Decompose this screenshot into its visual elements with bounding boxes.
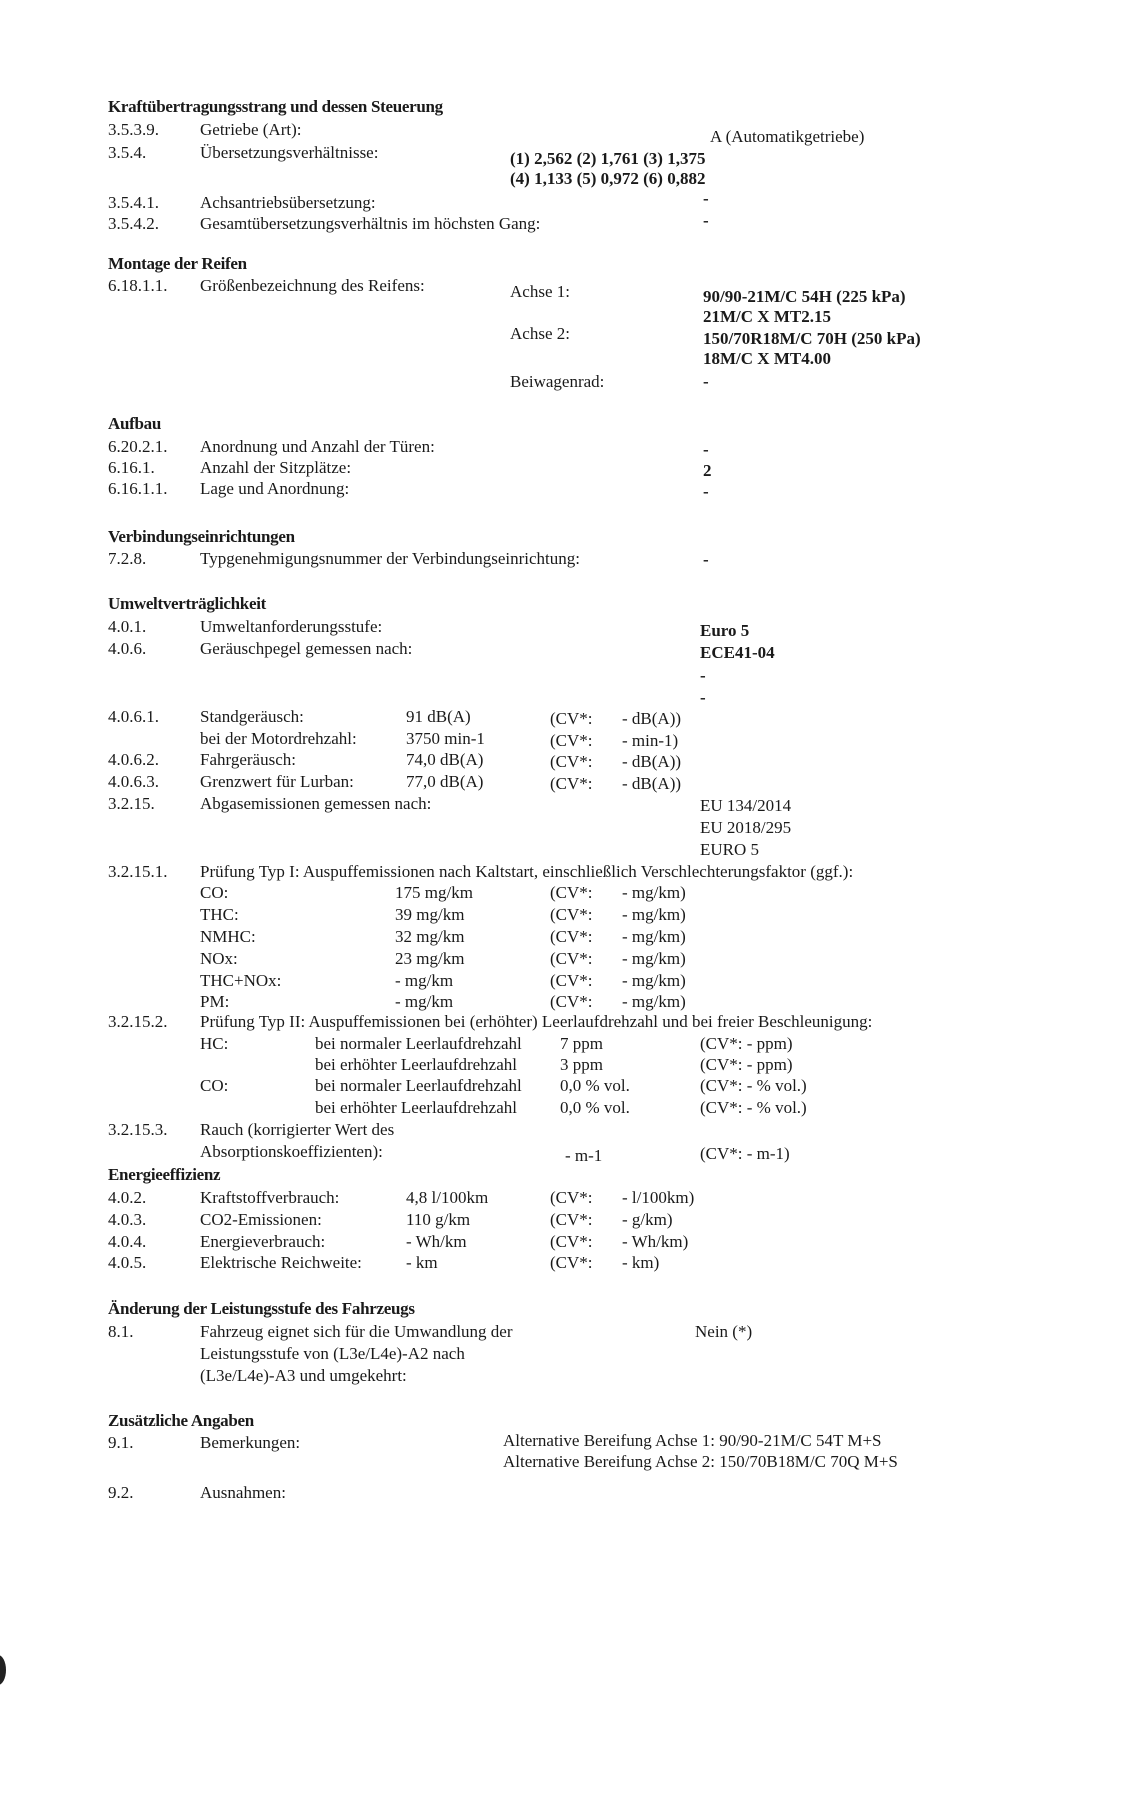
cv-label: (CV*:	[550, 883, 593, 902]
item-value: 74,0 dB(A)	[406, 750, 484, 769]
item-value: 110 g/km	[406, 1210, 471, 1229]
item-number: 6.18.1.1.	[108, 276, 168, 295]
item-number: 3.2.15.1.	[108, 862, 168, 881]
item-number: 4.0.5.	[108, 1253, 147, 1272]
item-label: Absorptionskoeffizienten):	[200, 1142, 383, 1161]
cv-value: (CV*: - ppm)	[700, 1055, 793, 1074]
item-number: 4.0.6.	[108, 639, 147, 658]
section-title-aufbau: Aufbau	[108, 414, 162, 433]
item-label: Lage und Anordnung:	[200, 479, 350, 498]
pollutant-value: 23 mg/km	[395, 949, 465, 968]
item-label: Bemerkungen:	[200, 1433, 301, 1452]
section-title-energie: Energieeffizienz	[108, 1165, 221, 1184]
cv-value: (CV*: - % vol.)	[700, 1076, 807, 1095]
item-label: Typgenehmigungsnummer der Verbindungseinrichtung:	[200, 549, 580, 568]
item-number: 4.0.4.	[108, 1232, 147, 1251]
cv-label: (CV*:	[550, 927, 593, 946]
cv-label: (CV*:	[550, 1188, 593, 1207]
item-number: 9.1.	[108, 1433, 134, 1452]
item-number: 8.1.	[108, 1322, 134, 1341]
section-title-reifen: Montage der Reifen	[108, 254, 247, 273]
cv-value: - mg/km)	[622, 883, 686, 902]
item-number: 3.2.15.2.	[108, 1012, 168, 1031]
item-label: Gesamtübersetzungsverhältnis im höchsten Gang:	[200, 214, 541, 233]
cv-value: (CV*: - ppm)	[700, 1034, 793, 1053]
section-title-zusatz: Zusätzliche Angaben	[108, 1411, 254, 1430]
item-label: Kraftstoffverbrauch:	[200, 1188, 340, 1207]
item-label: Leistungsstufe von (L3e/L4e)-A2 nach	[200, 1344, 465, 1363]
axle-1-tire: 90/90-21M/C 54H (225 kPa)	[703, 287, 906, 306]
item-number: 4.0.6.3.	[108, 772, 159, 791]
item-label: Standgeräusch:	[200, 707, 304, 726]
cv-value: - Wh/km)	[622, 1232, 689, 1251]
gas-value: 0,0 % vol.	[560, 1098, 630, 1117]
item-value: -	[703, 550, 709, 569]
item-value: -	[703, 440, 709, 459]
idle-condition: bei erhöhter Leerlaufdrehzahl	[315, 1098, 517, 1117]
idle-condition: bei normaler Leerlaufdrehzahl	[315, 1034, 522, 1053]
sidecar-wheel-label: Beiwagenrad:	[510, 372, 605, 391]
cv-label: (CV*:	[550, 1253, 593, 1272]
item-value: -	[703, 189, 709, 208]
item-number: 3.5.4.1.	[108, 193, 159, 212]
item-value: -	[703, 482, 709, 501]
item-label: Prüfung Typ II: Auspuffemissionen bei (erhöhter) Leerlaufdrehzahl und bei freier Beschleunigung:	[200, 1012, 873, 1031]
exhaust-standard-value: EURO 5	[700, 840, 760, 859]
item-value: A (Automatikgetriebe)	[710, 127, 865, 146]
item-label: Elektrische Reichweite:	[200, 1253, 362, 1272]
cv-value: (CV*: - m-1)	[700, 1144, 790, 1163]
cv-value: (CV*: - % vol.)	[700, 1098, 807, 1117]
item-label: Geräuschpegel gemessen nach:	[200, 639, 413, 658]
gas-value: 0,0 % vol.	[560, 1076, 630, 1095]
noise-standard-extra: -	[700, 666, 706, 685]
cv-value: - dB(A))	[622, 709, 682, 728]
noise-standard-value: ECE41-04	[700, 643, 775, 662]
axle-1-label: Achse 1:	[510, 282, 570, 301]
item-value: - Wh/km	[406, 1232, 467, 1251]
cv-label: (CV*:	[550, 949, 593, 968]
cv-label: (CV*:	[550, 992, 593, 1011]
cv-value: - dB(A))	[622, 774, 682, 793]
idle-condition: bei erhöhter Leerlaufdrehzahl	[315, 1055, 517, 1074]
pollutant-label: THC:	[200, 905, 239, 924]
section-title-umwelt: Umweltverträglichkeit	[108, 594, 266, 613]
item-value: 2	[703, 461, 712, 480]
cv-label: (CV*:	[550, 709, 593, 728]
item-number: 4.0.1.	[108, 617, 147, 636]
item-number: 4.0.6.1.	[108, 707, 159, 726]
item-value: 91 dB(A)	[406, 707, 471, 726]
idle-condition: bei normaler Leerlaufdrehzahl	[315, 1076, 522, 1095]
axle-2-label: Achse 2:	[510, 324, 570, 343]
punch-hole	[0, 1655, 6, 1685]
item-number: 3.5.4.	[108, 143, 147, 162]
section-title-aenderung: Änderung der Leistungsstufe des Fahrzeugs	[108, 1299, 415, 1318]
item-label: Energieverbrauch:	[200, 1232, 326, 1251]
item-number: 6.16.1.	[108, 458, 155, 477]
sidecar-wheel-value: -	[703, 372, 709, 391]
item-label: Prüfung Typ I: Auspuffemissionen nach Kaltstart, einschließlich Verschlechterungsfaktor (ggf.):	[200, 862, 854, 881]
item-label: CO2-Emissionen:	[200, 1210, 322, 1229]
item-number: 3.2.15.3.	[108, 1120, 168, 1139]
gas-label: HC:	[200, 1034, 229, 1053]
item-label: Abgasemissionen gemessen nach:	[200, 794, 432, 813]
cv-value: - g/km)	[622, 1210, 673, 1229]
axle-1-rim: 21M/C X MT2.15	[703, 307, 831, 326]
cv-label: (CV*:	[550, 752, 593, 771]
cv-value: - min-1)	[622, 731, 679, 750]
pollutant-label: NMHC:	[200, 927, 256, 946]
cv-value: - dB(A))	[622, 752, 682, 771]
cv-label: (CV*:	[550, 1232, 593, 1251]
cv-value: - km)	[622, 1253, 660, 1272]
exhaust-standard-value: EU 2018/295	[700, 818, 792, 837]
item-number: 4.0.3.	[108, 1210, 147, 1229]
exhaust-standard-value: EU 134/2014	[700, 796, 792, 815]
axle-2-rim: 18M/C X MT4.00	[703, 349, 831, 368]
item-label: Anzahl der Sitzplätze:	[200, 458, 352, 477]
item-number: 3.2.15.	[108, 794, 155, 813]
cv-value: - mg/km)	[622, 971, 686, 990]
item-label: Rauch (korrigierter Wert des	[200, 1120, 395, 1139]
item-label: bei der Motordrehzahl:	[200, 729, 357, 748]
item-label: Grenzwert für Lurban:	[200, 772, 354, 791]
cv-value: - mg/km)	[622, 927, 686, 946]
item-number: 4.0.6.2.	[108, 750, 159, 769]
item-value: 3750 min-1	[406, 729, 485, 748]
item-label: Größenbezeichnung des Reifens:	[200, 276, 425, 295]
item-number: 3.5.4.2.	[108, 214, 159, 233]
pollutant-label: CO:	[200, 883, 229, 902]
item-label: Getriebe (Art):	[200, 120, 302, 139]
item-value: 77,0 dB(A)	[406, 772, 484, 791]
section-title-verbindung: Verbindungseinrichtungen	[108, 527, 295, 546]
remark-line: Alternative Bereifung Achse 1: 90/90-21M/C 54T M+S	[503, 1431, 882, 1450]
cv-value: - mg/km)	[622, 992, 686, 1011]
cv-value: - mg/km)	[622, 949, 686, 968]
cv-label: (CV*:	[550, 971, 593, 990]
remark-line: Alternative Bereifung Achse 2: 150/70B18M/C 70Q M+S	[503, 1452, 898, 1471]
item-label: Anordnung und Anzahl der Türen:	[200, 437, 435, 456]
item-value: (1) 2,562 (2) 1,761 (3) 1,375	[510, 149, 706, 168]
emission-stage-value: Euro 5	[700, 621, 750, 640]
smoke-value: - m-1	[565, 1146, 603, 1165]
cv-label: (CV*:	[550, 731, 593, 750]
cv-value: - l/100km)	[622, 1188, 695, 1207]
item-value: 4,8 l/100km	[406, 1188, 489, 1207]
cv-label: (CV*:	[550, 1210, 593, 1229]
item-number: 7.2.8.	[108, 549, 147, 568]
item-label: (L3e/L4e)-A3 und umgekehrt:	[200, 1366, 407, 1385]
axle-2-tire: 150/70R18M/C 70H (250 kPa)	[703, 329, 921, 348]
noise-standard-extra: -	[700, 688, 706, 707]
item-number: 4.0.2.	[108, 1188, 147, 1207]
gas-value: 7 ppm	[560, 1034, 603, 1053]
item-value: (4) 1,133 (5) 0,972 (6) 0,882	[510, 169, 706, 188]
item-number: 6.16.1.1.	[108, 479, 168, 498]
item-value: - km	[406, 1253, 438, 1272]
section-title-kraftuebertragung: Kraftübertragungsstrang und dessen Steuerung	[108, 97, 443, 116]
item-number: 9.2.	[108, 1483, 134, 1502]
pollutant-label: THC+NOx:	[200, 971, 282, 990]
pollutant-value: - mg/km	[395, 992, 454, 1011]
pollutant-label: NOx:	[200, 949, 238, 968]
gas-value: 3 ppm	[560, 1055, 603, 1074]
cv-label: (CV*:	[550, 905, 593, 924]
pollutant-value: 39 mg/km	[395, 905, 465, 924]
pollutant-label: PM:	[200, 992, 230, 1011]
item-label: Ausnahmen:	[200, 1483, 286, 1502]
item-label: Achsantriebsübersetzung:	[200, 193, 376, 212]
cv-value: - mg/km)	[622, 905, 686, 924]
item-number: 3.5.3.9.	[108, 120, 159, 139]
item-value: -	[703, 211, 709, 230]
gas-label: CO:	[200, 1076, 229, 1095]
cv-label: (CV*:	[550, 774, 593, 793]
item-number: 6.20.2.1.	[108, 437, 168, 456]
pollutant-value: 175 mg/km	[395, 883, 473, 902]
pollutant-value: - mg/km	[395, 971, 454, 990]
item-label: Umweltanforderungsstufe:	[200, 617, 383, 636]
item-value: Nein (*)	[695, 1322, 753, 1341]
pollutant-value: 32 mg/km	[395, 927, 465, 946]
item-label: Übersetzungsverhältnisse:	[200, 143, 379, 162]
item-label: Fahrzeug eignet sich für die Umwandlung der	[200, 1322, 513, 1341]
item-label: Fahrgeräusch:	[200, 750, 296, 769]
